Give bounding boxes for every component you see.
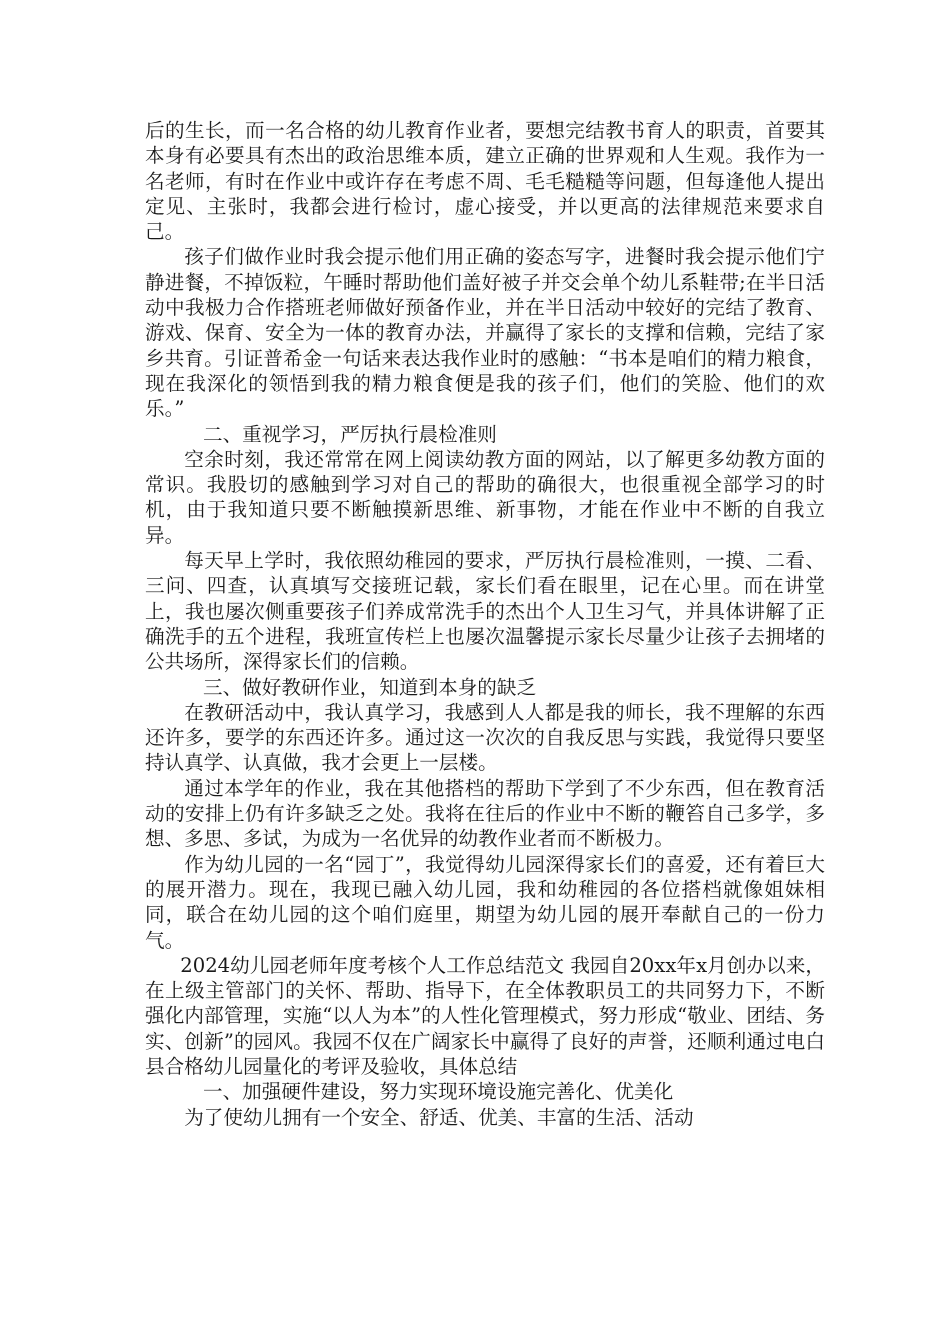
paragraph-continuation: 后的生长，而一名合格的幼儿教育作业者，要想完结教书育人的职责，首要其本身有必要具有杰出的政治思维本质，建立正确的世界观和人生观。我作为一名老师，有时在作业中或许存在考虑不周、毛毛糙糙等问题，但每逢他人提出定见、主张时，我都会进行检讨，虚心接受，并以更高的法律规范来要求自己。 (145, 119, 825, 244)
paragraph: 通过本学年的作业，我在其他搭档的帮助下学到了不少东西，但在教育活动的安排上仍有许多缺乏之处。我将在往后的作业中不断的鞭笞自己多学，多想、多思、多试，为成为一名优异的幼教作业者而不断极力。 (145, 776, 825, 851)
paragraph: 为了使幼儿拥有一个安全、舒适、优美、丰富的生活、活动 (184, 1105, 694, 1129)
section-heading: 二、重视学习，严厉执行晨检准则 (203, 422, 497, 446)
document-body (145, 118, 825, 1130)
paragraph: 每天早上学时，我依照幼稚园的要求，严厉执行晨检准则，一摸、二看、三问、四查，认真填写交接班记载，家长们看在眼里，记在心里。而在讲堂上，我也屡次侧重要孩子们养成常洗手的杰出个人卫生习气，并具体讲解了正确洗手的五个进程，我班宣传栏上也屡次温馨提示家长尽量少让孩子去拥堵的公共场所，深得家长们的信赖。 (145, 549, 825, 674)
paragraph: 空余时刻，我还常常在网上阅读幼教方面的网站，以了解更多幼教方面的常识。我股切的感触到学习对自己的帮助的确很大，也很重视全部学习的时机，由于我知道只要不断触摸新思维、新事物，才能在作业中不断的自我立异。 (145, 447, 825, 547)
section-heading: 三、做好教研作业，知道到本身的缺乏 (203, 675, 537, 699)
paragraph: 在教研活动中，我认真学习，我感到人人都是我的师长，我不理解的东西还许多，要学的东西还许多。通过这一次次的自我反思与实践，我觉得只要坚持认真学、认真做，我才会更上一层楼。 (145, 700, 825, 775)
paragraph: 2024幼儿园老师年度考核个人工作总结范文 我园自20xx年x月创办以来，在上级主管部门的关怀、帮助、指导下，在全体教职员工的共同努力下，不断强化内部管理，实施“以人为本”的人性化管理模式，努力形成“敬业、团结、务实、创新”的园风。我园不仅在广阔家长中赢得了良好的声誉，还顺利通过电白县合格幼儿园量化的考评及验收，具体总结 (145, 953, 825, 1078)
section-heading: 一、加强硬件建设，努力实现环境设施完善化、优美化 (203, 1080, 674, 1104)
paragraph: 孩子们做作业时我会提示他们用正确的姿态写字，进餐时我会提示他们宁静进餐，不掉饭粒，午睡时帮助他们盖好被子并交会单个幼儿系鞋带;在半日活动中我极力合作搭班老师做好预备作业，并在半日活动中较好的完结了教育、游戏、保育、安全为一体的教育办法，并赢得了家长的支撑和信赖，完结了家乡共育。引证普希金一句话来表达我作业时的感触：“书本是咱们的精力粮食，现在我深化的领悟到我的精力粮食便是我的孩子们，他们的笑脸、他们的欢乐。” (145, 245, 825, 421)
paragraph: 作为幼儿园的一名“园丁”，我觉得幼儿园深得家长们的喜爱，还有着巨大的展开潜力。现在，我现已融入幼儿园，我和幼稚园的各位搭档就像姐妹相同，联合在幼儿园的这个咱们庭里，期望为幼儿园的展开奉献自己的一份力气。 (145, 852, 825, 952)
